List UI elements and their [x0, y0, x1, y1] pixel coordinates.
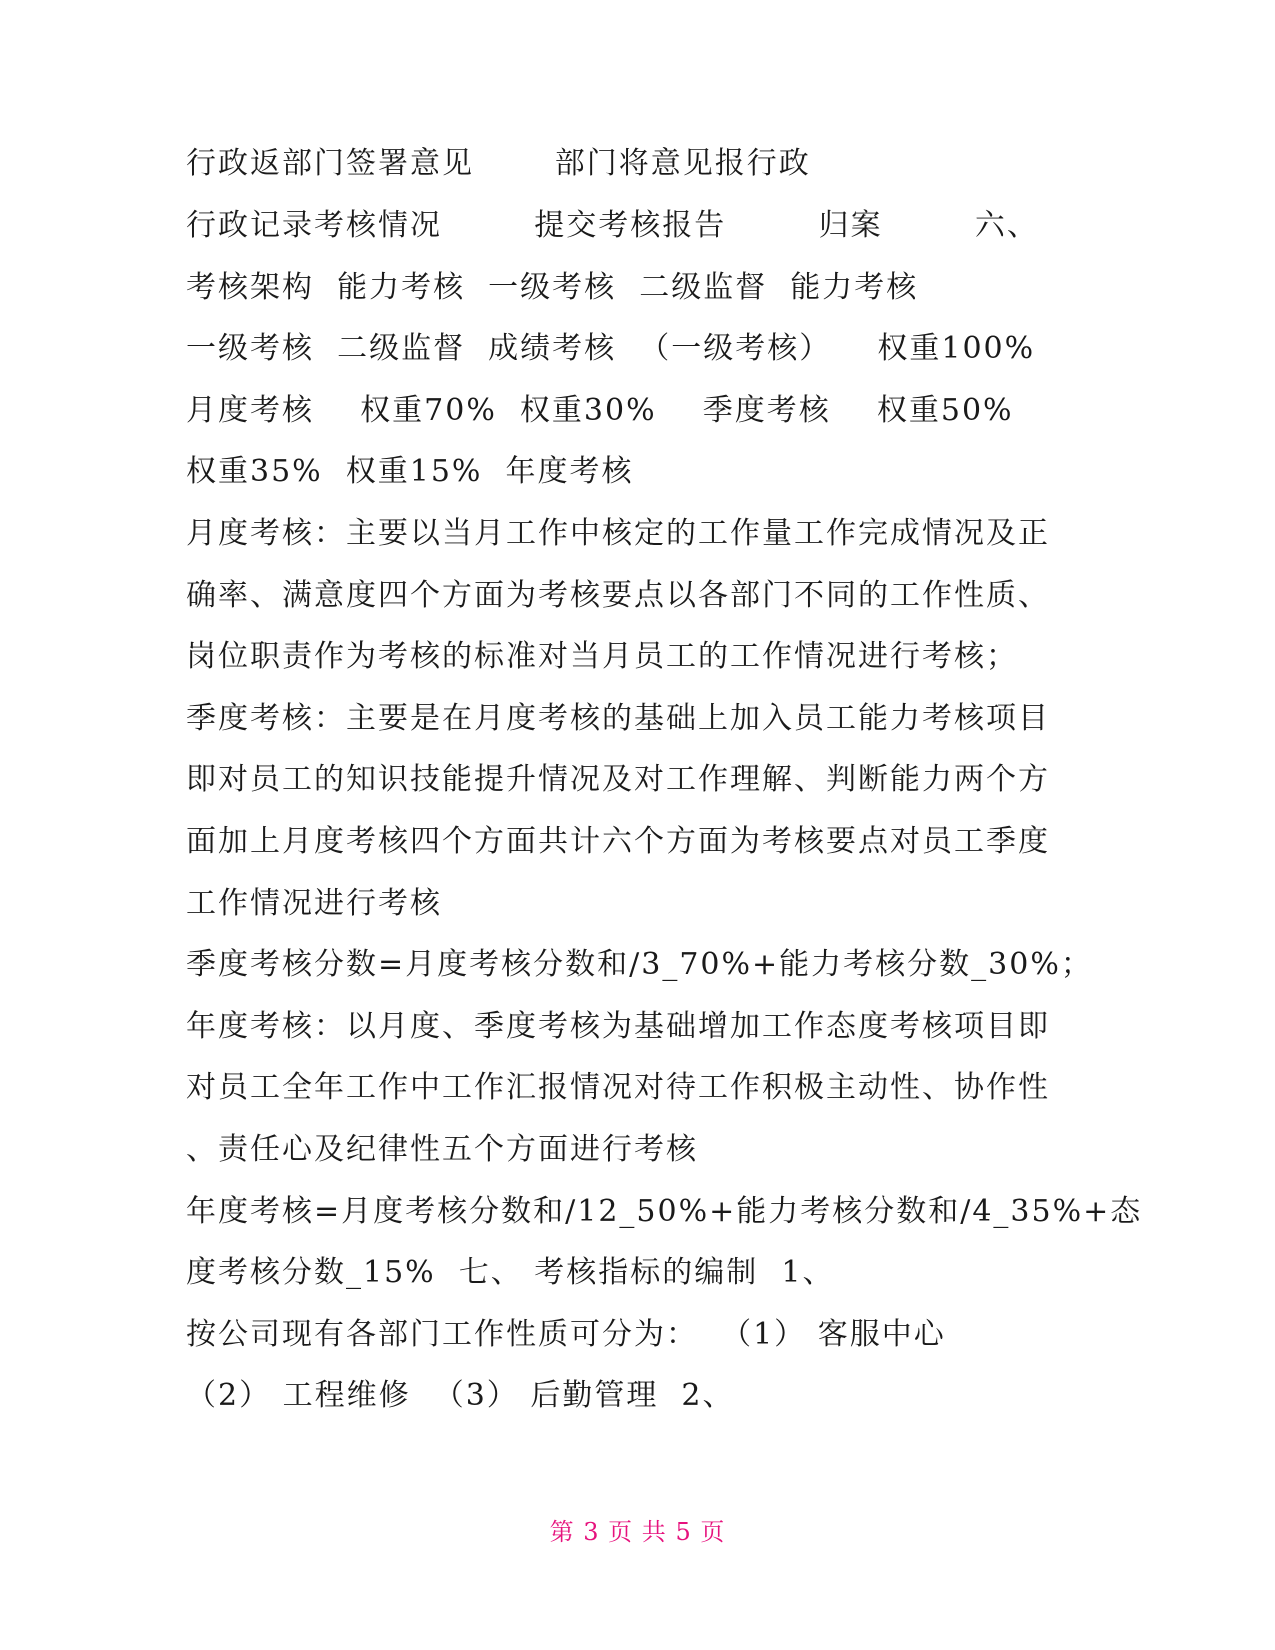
text-line: 确率、满意度四个方面为考核要点以各部门不同的工作性质、 [186, 578, 1050, 613]
text-line: 工作情况进行考核 [186, 886, 442, 921]
text-line: 面加上月度考核四个方面共计六个方面为考核要点对员工季度 [186, 824, 1050, 859]
text-line: 权重35% 权重15% 年度考核 [186, 454, 634, 489]
text-line: 行政记录考核情况 提交考核报告 归案 六、 [186, 208, 1039, 243]
text-line: 岗位职责作为考核的标准对当月员工的工作情况进行考核； [186, 639, 1018, 674]
text-line: 年度考核=月度考核分数和/12_50%+能力考核分数和/4_35%+态 [186, 1194, 1143, 1229]
text-line: 月度考核 权重70% 权重30% 季度考核 权重50% [186, 393, 1014, 428]
text-line: 对员工全年工作中工作汇报情况对待工作积极主动性、协作性 [186, 1070, 1050, 1105]
text-line: 月度考核：主要以当月工作中核定的工作量工作完成情况及正 [186, 516, 1050, 551]
text-line: 行政返部门签署意见 部门将意见报行政 [186, 146, 811, 181]
page-number-footer: 第 3 页 共 5 页 [549, 1518, 726, 1546]
text-line: 年度考核：以月度、季度考核为基础增加工作态度考核项目即 [186, 1009, 1050, 1044]
text-line: 季度考核分数=月度考核分数和/3_70%+能力考核分数_30%； [186, 947, 1093, 982]
text-line: 、责任心及纪律性五个方面进行考核 [186, 1132, 698, 1167]
text-line: 季度考核：主要是在月度考核的基础上加入员工能力考核项目 [186, 701, 1050, 736]
text-line: 即对员工的知识技能提升情况及对工作理解、判断能力两个方 [186, 762, 1050, 797]
text-line: 一级考核 二级监督 成绩考核 （一级考核） 权重100% [186, 331, 1036, 366]
text-line: 考核架构 能力考核 一级考核 二级监督 能力考核 [186, 270, 919, 305]
text-line: （2） 工程维修 （3） 后勤管理 2、 [186, 1378, 735, 1413]
text-line: 度考核分数_15% 七、 考核指标的编制 1、 [186, 1255, 835, 1290]
text-line: 按公司现有各部门工作性质可分为： （1） 客服中心 [186, 1317, 946, 1352]
